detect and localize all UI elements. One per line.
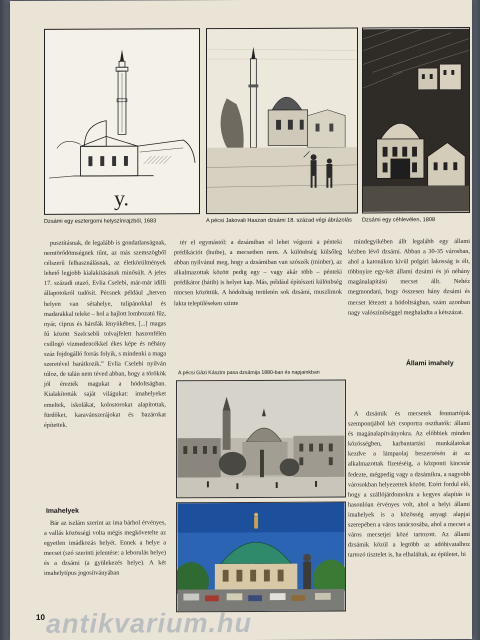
watermark-text: antikvarium.hu	[46, 607, 253, 639]
subhead-allami-imahely: Állami imahely	[406, 360, 454, 368]
figure-esztergom-sketch	[44, 28, 200, 215]
photo-caption: A pécsi Gázi Kászim pasa dzsámija 1880-ban és napjainkban	[178, 369, 320, 377]
body-column-2	[174, 238, 342, 309]
body-column-4	[348, 409, 470, 561]
subhead-imahelyek: Imahelyek	[46, 507, 79, 515]
column-4-text: A dzsámik és mecsetek fenntartójuk szempontjából két csoportra oszthatók: állami és magánalapítványokra. Az előbbiek minden közösségben, karbantartási munkálatokat kezdve a lámpaolaj beszerzésén át az alkalmazottak fizetéséig, a központi kincstár fedezte, mégpedig vagy a dzsámikra, a nagyobb városokban helyezettek között. Ezért fordul elő, hogy a szállójárdomokra a kegyes alapítás is hasonlóan érvényes volt, ahol a helyi állami imahelyek is a közösség anyagi alapjai szerepében a város tanácsosába, ahol a mecset a város mecsetjei közé tartozott. Az állami dzsámik közül a legtöbb az adóhivatalhoz tartozó tisztelet is, ha elhaláltak, az épületet, hi	[348, 410, 470, 559]
historic-photo-drawing	[177, 381, 345, 498]
column-1b-text: Bár az iszlám szerint az ima bárhol érvényes, a vallás közösségi volta mégis megkövetelte az egyetlen imádkozás helyét. Ennek a helye a mecset (szó szerinti jelentése: a leborulás helye) és a dzsámi (a gyülekezés helye). A két imahelytípus jogosítványában	[44, 519, 166, 578]
caption-guild-letter: Dzsámi egy céhlevélen, 1808	[362, 217, 436, 224]
column-2-text: tér el egymástól: a dzsámiban el lehet végezni a pénteki prédikációt (hutbe), a mecsetben nem. A különbség külsőleg abban nyilvánul meg, hogy a dzsámiban van szószék (minber), az alkalmazottak között pedig egy – vagy akár több – pénteki prédikátor (hátib) is helyet kap. Más, például építészeti különbség nincsen közöttük. A hódoltság területén sok dzsámi, muszlimok lakta településeken szinte	[174, 238, 342, 307]
page-number: 10	[36, 612, 45, 622]
photo-gazi-kaszim-today	[176, 502, 346, 613]
sketch-letter-y: y.	[114, 186, 129, 211]
esztergom-mosque-drawing	[45, 29, 199, 214]
caption-esztergom: Dzsámi egy esztergomi helyszínrajzból, 1683	[44, 218, 157, 225]
figure-guild-letter	[362, 27, 470, 213]
body-column-1-bottom	[44, 518, 166, 579]
column-1-text: pusztításnak, de legalább is gondatlanságnak, nemtörődömségnek tűnt, az más szemszögből célszerű felhasználásnak, az életkörülmények lehető legjobb kialakításának minősült. A jeles 17. századi utazó, Evlia Cselebi, már-már idilli állapotokról tudósít. Pécsnek például „hetven helyen van sétahelye, tulipánokkal és madarakkal teleke – hol a hajlott lombozatú fűz, nyár, ciprus és hársfák lényükében, [...] magas fű között Szelcsebli tolvajfelett haszonfélén csillogó vizmedencékkel ékes képe és néhány száz fojdogálló forrás folyik, s mindenki a maga szeretével barátkozik.” Evlia Cselebi nyilván túloz, de talán nem téved abban, hogy a törökök jól érezték magukat a hódoltságban. Kialakították saját világukat: imahelyeket emeltek, iskolákat, kolostorokat alapítottak, fürdőket, karavánszerájokat és bazárokat építettek.	[44, 239, 166, 429]
jakovali-haszan-drawing	[207, 28, 357, 213]
guild-letter-drawing	[363, 28, 469, 212]
caption-jakovali: A pécsi Jakovali Haszan dzsámi 18. század végi ábrázolás	[206, 217, 352, 225]
modern-photo-drawing	[177, 503, 345, 612]
body-column-3	[348, 237, 470, 318]
figure-pecs-jakovali	[206, 27, 358, 214]
magazine-page	[10, 0, 472, 640]
photo-gazi-kaszim-1880	[176, 380, 346, 499]
column-3-text: mindegyikében állt legalább egy állami kézben lévő dzsámi. Abban a 30-35 városban, ahol a katonákon kívül polgári lakosság is élt, többnyire egy-két állami dzsámi és jó néhány magánalapítású mecset állt. Nehéz megmondani, hogy összesen hány dzsámi és mecset létezett a hódoltságban, szám azonban nagy valószínűséggel meghaladta a kétszázat.	[348, 238, 470, 317]
body-column-1	[44, 238, 166, 430]
